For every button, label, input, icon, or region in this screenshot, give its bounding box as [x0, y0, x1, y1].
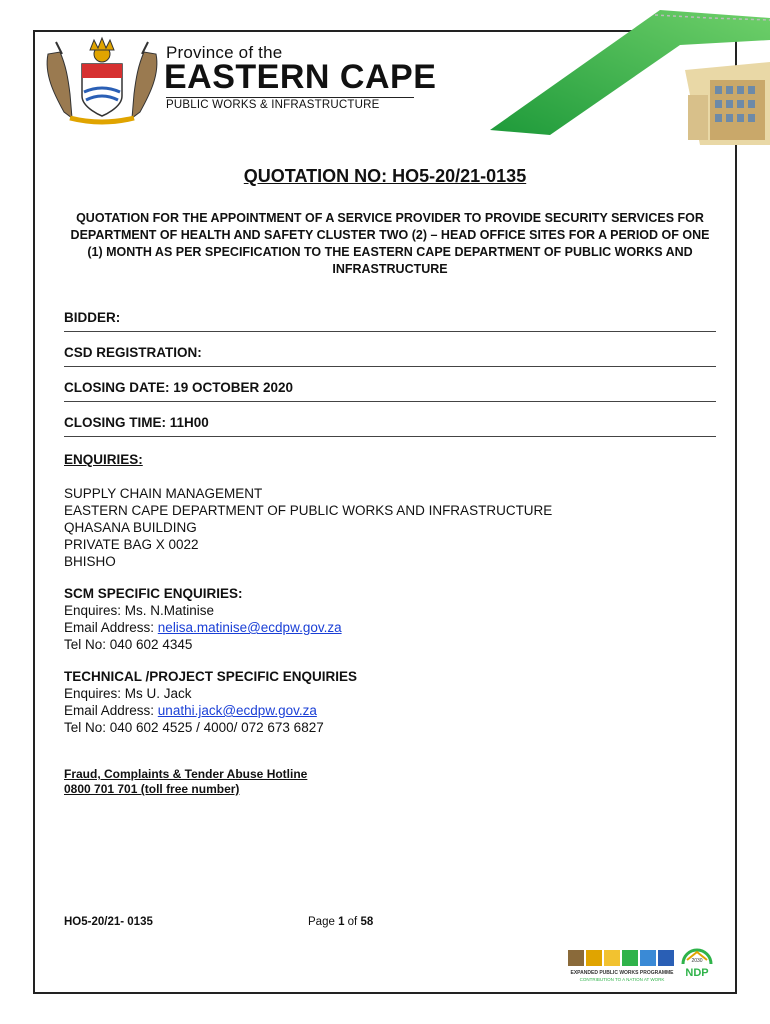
bidder-field: BIDDER: [64, 310, 716, 332]
closing-date-field: CLOSING DATE: 19 OCTOBER 2020 [64, 380, 716, 402]
technical-email-label: Email Address: [64, 703, 158, 718]
ndp-logo [679, 946, 715, 982]
enquiries-address [64, 485, 552, 570]
technical-heading: TECHNICAL /PROJECT SPECIFIC ENQUIRIES [64, 669, 358, 684]
page-total: 58 [360, 916, 374, 928]
page-of: of [344, 916, 361, 928]
csd-registration-field: CSD REGISTRATION: [64, 345, 716, 367]
address-line: SUPPLY CHAIN MANAGEMENT [64, 486, 263, 501]
hotline-notice [64, 767, 307, 797]
scm-email-line [64, 619, 342, 636]
hotline-title: Fraud, Complaints & Tender Abuse Hotline [64, 767, 308, 781]
page-indicator [308, 916, 373, 928]
quotation-title: QUOTATION NO: HO5-20/21-0135 [243, 166, 527, 186]
footer-reference: HO5-20/21- 0135 [64, 916, 153, 928]
province-name: EASTERN CAPE [164, 58, 437, 96]
technical-contact: Enquires: Ms U. Jack [64, 686, 192, 701]
technical-email-link[interactable]: unathi.jack@ecdpw.gov.za [157, 703, 317, 718]
scm-email-label: Email Address: [64, 620, 158, 635]
epwp-line1: EXPANDED PUBLIC WORKS PROGRAMME [570, 970, 674, 976]
closing-time-field: CLOSING TIME: 11H00 [64, 415, 716, 437]
epwp-logo [566, 948, 678, 984]
quotation-description: QUOTATION FOR THE APPOINTMENT OF A SERVICE PROVIDER TO PROVIDE SECURITY SERVICES FOR DEPARTMENT OF HEALTH AND SAFETY CLUSTER TWO (2) – HEAD OFFICE SITES FOR A PERIOD OF ONE (1) MONTH AS PER SPECIFICATION TO THE EASTERN CAPE DEPARTMENT OF PUBLIC WORKS AND INFRASTRUCTURE [70, 211, 710, 276]
address-line: BHISHO [64, 554, 116, 569]
address-line: QHASANA BUILDING [64, 520, 197, 535]
technical-email-line [64, 702, 357, 719]
header-divider [166, 97, 414, 98]
ndp-text: NDP [685, 967, 709, 979]
header-decoration-graphic [470, 0, 770, 145]
address-line: PRIVATE BAG X 0022 [64, 537, 199, 552]
scm-enquiries-block [64, 585, 342, 653]
scm-tel: Tel No: 040 602 4345 [64, 637, 193, 652]
epwp-line2: CONTRIBUTION TO A NATION AT WORK [579, 977, 665, 982]
department-name: PUBLIC WORKS & INFRASTRUCTURE [166, 99, 380, 111]
page-number: 1 [338, 916, 345, 928]
address-line: EASTERN CAPE DEPARTMENT OF PUBLIC WORKS AND INFRASTRUCTURE [64, 503, 553, 518]
province-line: Province of the [166, 43, 283, 62]
scm-heading: SCM SPECIFIC ENQUIRIES: [64, 586, 243, 601]
technical-enquiries-block [64, 668, 357, 736]
coat-of-arms-logo [40, 34, 164, 126]
technical-tel: Tel No: 040 602 4525 / 4000/ 072 673 6827 [64, 720, 324, 735]
page-prefix: Page [308, 916, 339, 928]
hotline-number: 0800 701 701 (toll free number) [64, 782, 240, 796]
ndp-year: 2030 [691, 958, 703, 964]
scm-email-link[interactable]: nelisa.matinise@ecdpw.gov.za [157, 620, 342, 635]
enquiries-heading: ENQUIRIES: [64, 452, 143, 467]
scm-contact: Enquires: Ms. N.Matinise [64, 603, 215, 618]
